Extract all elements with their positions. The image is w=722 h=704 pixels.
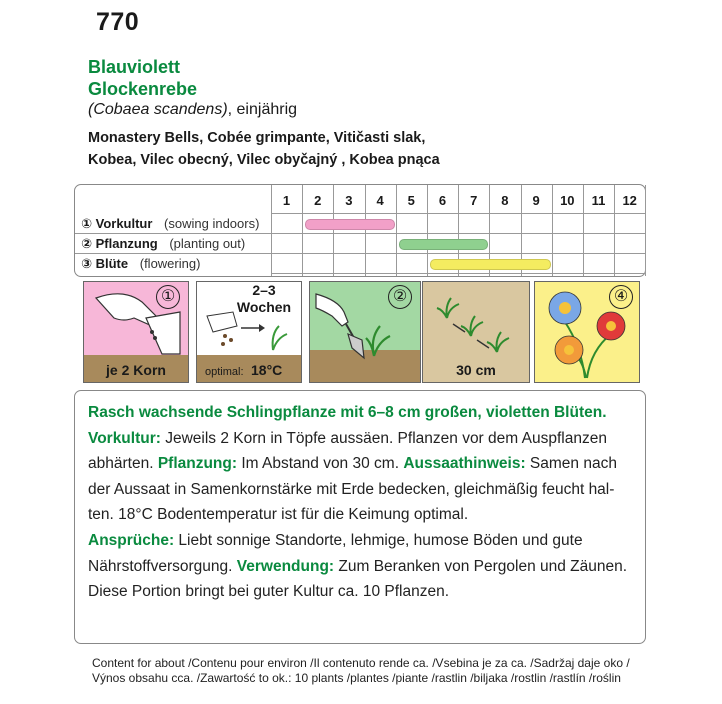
footer-line-2: Výnos obsahu cca. /Zawartość to ok.: 10 plants /plantes /piante /rastlin /biljaka /rostlin /rastlín /roślin [92, 671, 621, 685]
aussaat-text: Samen nach der Aussaat in Samenkornstärke mit Erde bedecken, gleichmäßig feucht hal-ten. 18°C Bodentemperatur ist für die Keimung optimal. [88, 455, 617, 524]
pflanzung-label: Pflanzung: [157, 455, 238, 473]
portion-text: Diese Portion bringt bei guter Kultur ca. 10 Pflanzen. [88, 583, 450, 601]
activity-period-bar [399, 239, 489, 250]
common-names [88, 127, 688, 171]
picto-sowing [83, 281, 189, 383]
title-line-2: Glockenrebe [88, 79, 198, 99]
annual-note: , einjährig [227, 101, 298, 118]
calendar-row-divider [75, 253, 645, 254]
content-footer [92, 656, 712, 686]
vorkultur-label: Vorkultur: [88, 429, 161, 447]
weeks-label: Wochen [236, 299, 292, 315]
activity-name: ② Pflanzung [81, 236, 158, 251]
title-line-1: Blauviolett [88, 57, 181, 77]
seeds-per-pot-label: je 2 Korn [106, 362, 166, 378]
month-label: 4 [376, 193, 384, 208]
picto-planting [309, 281, 421, 383]
sowing-calendar [74, 184, 646, 277]
month-label: 7 [470, 193, 478, 208]
seedling-arrow-icon [203, 304, 293, 354]
step-1-badge: ① [156, 285, 180, 309]
description-box [74, 390, 646, 644]
activity-name: ① Vorkultur [81, 216, 153, 231]
plant-spacing-icon [431, 290, 521, 356]
month-label: 6 [438, 193, 447, 208]
month-label: 10 [560, 193, 575, 208]
ansprueche-text: Liebt sonnige Standorte, lehmige, humose Böden und gute Nährstoffversorgung. [88, 531, 583, 575]
month-label: 3 [345, 193, 353, 208]
month-label: 2 [314, 193, 322, 208]
germination-temperature: 18°C [251, 362, 283, 378]
activity-period-bar [305, 219, 395, 230]
month-label: 5 [407, 193, 415, 208]
month-label: 8 [501, 193, 509, 208]
month-label: 1 [282, 193, 291, 208]
aussaat-label: Aussaathinweis: [403, 455, 526, 473]
latin-name-italic: (Cobaea scandens) [88, 101, 228, 118]
headline: Rasch wachsende Schlingpflanze mit 6–8 cm großen, violetten Blüten. [88, 404, 607, 421]
trowel-planting-icon [314, 286, 394, 366]
month-label: 9 [532, 193, 540, 208]
vorkultur-text: Jeweils 2 Korn in Töpfe aussäen. Pflanzen vor dem Auspflanzen abhärten. [88, 429, 607, 473]
month-label: 12 [622, 193, 637, 208]
verwendung-label: Verwendung: [236, 557, 335, 575]
pflanzung-text: Im Abstand von 30 cm. [237, 455, 404, 473]
latin-name [88, 100, 297, 120]
month-label: 11 [591, 193, 606, 208]
footer-line-1: Content for about /Contenu pour environ /Il contenuto rende ca. /Vsebina je za ca. /Sadržaj daje oko / [92, 656, 630, 670]
calendar-column-divider [645, 185, 646, 276]
calendar-row-divider [271, 273, 645, 274]
common-names-line-1: Monastery Bells, Cobée grimpante, Vitičasti slak, [88, 130, 426, 146]
optimal-prefix: optimal: [205, 366, 244, 378]
picto-flowering [534, 281, 640, 383]
common-names-line-2: Kobea, Vilec obecný, Vilec obyčajný , Kobea pnąca [88, 152, 440, 168]
picto-spacing [422, 281, 530, 383]
description-text [88, 400, 636, 605]
activity-translation: (planting out) [165, 236, 246, 251]
activity-period-bar [430, 259, 551, 270]
spacing-label: 30 cm [456, 362, 496, 378]
step-2-badge: ② [388, 285, 412, 309]
calendar-row-label [81, 216, 259, 232]
calendar-row-divider [75, 233, 645, 234]
step-4-badge: ④ [609, 285, 633, 309]
calendar-row-divider [271, 213, 645, 214]
calendar-row-label [81, 256, 200, 272]
calendar-row-label [81, 236, 245, 252]
activity-translation: (flowering) [136, 256, 201, 271]
verwendung-text: Zum Beranken von Pergolen und Zäunen. [334, 557, 628, 575]
weeks-top: 2–3 [252, 282, 276, 298]
activity-translation: (sowing indoors) [160, 216, 260, 231]
picto-germination [196, 281, 302, 383]
product-number: 770 [96, 8, 140, 36]
ansprueche-label: Ansprüche: [88, 531, 175, 549]
activity-name: ③ Blüte [81, 256, 129, 271]
